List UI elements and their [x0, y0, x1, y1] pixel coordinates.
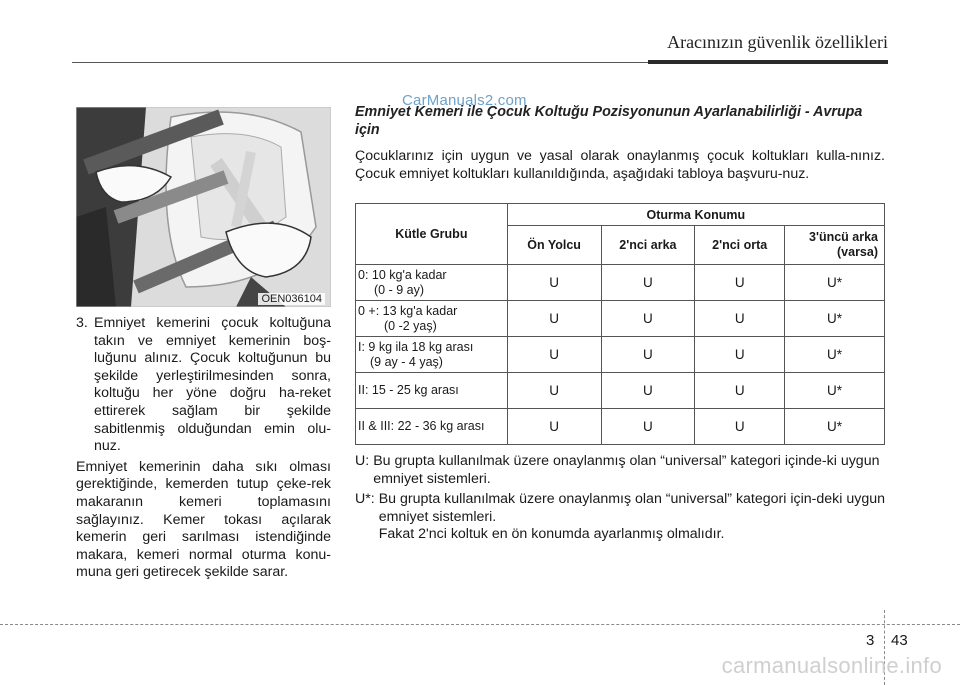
seat-suitability-table	[355, 203, 885, 445]
table-cell: U	[507, 301, 601, 337]
chapter-number: 3	[866, 632, 875, 649]
table-cell: U	[695, 265, 785, 301]
column-header	[785, 226, 885, 265]
age-range-line: (0 - 9 ay)	[374, 282, 425, 297]
mass-group-line: 0: 10 kg'a kadar	[358, 267, 447, 282]
child-seat-illustration	[76, 107, 331, 307]
mass-group-label	[356, 265, 508, 301]
column-header: 2'nci orta	[695, 226, 785, 265]
age-range-line: (9 ay - 4 yaş)	[370, 354, 443, 369]
note-text: Bu grupta kullanılmak üzere onaylanmış olan “universal” kategori içinde-ki uygun emniyet sistemleri.	[373, 453, 880, 487]
section-title: Emniyet Kemeri ile Çocuk Koltuğu Pozisyonunun Ayarlanabilirliği - Avrupa için	[355, 104, 863, 138]
site-watermark: carmanualsonline.info	[721, 653, 942, 678]
table-cell: U*	[785, 337, 885, 373]
table-cell: U	[507, 337, 601, 373]
table-cell: U*	[785, 301, 885, 337]
column-header: 2'nci arka	[601, 226, 695, 265]
footer-rule	[0, 624, 960, 625]
note-key: U:	[355, 453, 370, 469]
table-cell: U	[601, 265, 695, 301]
table-row	[356, 301, 885, 337]
note-key: U*:	[355, 491, 375, 508]
column-header: Ön Yolcu	[507, 226, 601, 265]
table-row	[356, 265, 885, 301]
page-number: 43	[891, 632, 908, 649]
table-cell: U	[601, 409, 695, 445]
table-cell: U	[695, 409, 785, 445]
mass-group-label: II: 15 - 25 kg arası	[356, 373, 508, 409]
note-text: Bu grupta kullanılmak üzere onaylanmış olan “universal” kategori için-deki uygun emniyet sistemleri.	[378, 491, 886, 525]
table-row	[356, 373, 885, 409]
table-cell: U	[695, 337, 785, 373]
column-header-line: (varsa)	[837, 245, 878, 259]
table-cell: U*	[785, 373, 885, 409]
intro-paragraph: Çocuklarınız için uygun ve yasal olarak onaylanmış çocuk koltukları kulla-nınız. Çocuk emniyet koltukları kullanıldığında, aşağıdaki tabloya başvuru-nuz.	[355, 148, 885, 182]
figure-code: OEN036104	[258, 293, 325, 305]
table-row	[356, 337, 885, 373]
mass-group-line: I: 9 kg ila 18 kg arası	[358, 339, 474, 354]
instruction-step	[76, 315, 331, 456]
mass-group-header: Kütle Grubu	[356, 204, 508, 265]
header-rule-accent	[648, 60, 888, 64]
right-column	[355, 103, 885, 183]
table-cell: U	[507, 265, 601, 301]
column-header-line: 3'üncü arka	[809, 230, 878, 244]
note-universal	[355, 453, 885, 488]
table-cell: U	[601, 301, 695, 337]
table-cell: U	[695, 301, 785, 337]
mass-group-line: 0 +: 13 kg'a kadar	[358, 303, 458, 318]
table-cell: U	[695, 373, 785, 409]
watermark-link[interactable]: CarManuals2.com	[402, 92, 527, 109]
mass-group-label	[356, 301, 508, 337]
age-range-line: (0 -2 yaş)	[384, 318, 437, 333]
mass-group-label	[356, 337, 508, 373]
table-cell: U	[601, 337, 695, 373]
table-cell: U	[601, 373, 695, 409]
table-notes	[355, 453, 885, 544]
table-cell: U*	[785, 265, 885, 301]
note-body	[379, 491, 885, 544]
child-seat-photo-icon	[76, 107, 331, 307]
left-column-text	[76, 315, 331, 582]
table-cell: U	[507, 409, 601, 445]
step-text: Emniyet kemerini çocuk koltuğuna takın ve emniyet kemerinin boş-luğunu alınız. Çocuk koltuğunun bu şekilde yerleştirilmesinden sonra, koltuğu her yöne doğru ha-reket ettirerek sağlam bir şekilde sabitlenmiş olduğundan emin olu-nuz.	[94, 315, 331, 455]
step-number: 3.	[76, 315, 88, 331]
mass-group-label: II & III: 22 - 36 kg arası	[356, 409, 508, 445]
section-header-title: Aracınızın güvenlik özellikleri	[667, 32, 888, 52]
table-cell: U	[507, 373, 601, 409]
note-universal-star	[355, 491, 885, 544]
tightening-paragraph: Emniyet kemerinin daha sıkı olması gerektiğinde, kemerden tutup çeke-rek makaranın kemeri toplamasını sağlayınız. Kemer tokası açılarak kemerin geri sarılması istendiğinde makara, kemeri normal oturma konu-muna geri getirecek şekilde sarar.	[76, 458, 331, 581]
note-text-extra: Fakat 2'nci koltuk en ön konumda ayarlanmış olmalıdır.	[378, 526, 725, 543]
table-row	[356, 409, 885, 445]
table-cell: U*	[785, 409, 885, 445]
seating-position-header: Oturma Konumu	[507, 204, 884, 226]
